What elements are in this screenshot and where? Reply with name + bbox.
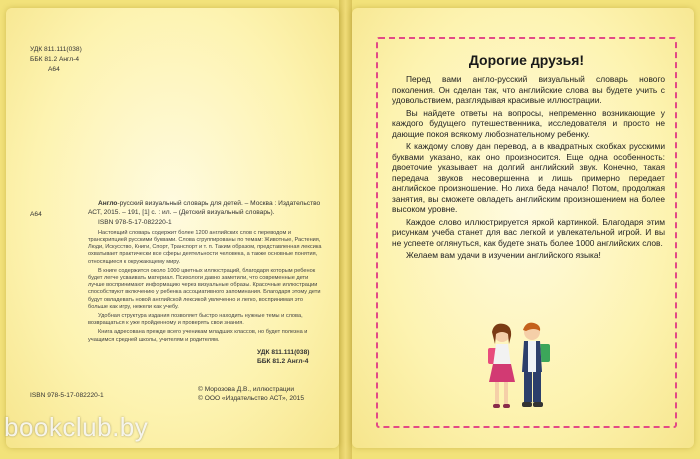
catalog-title-bold: Англо — [98, 200, 118, 207]
boy-figure — [522, 323, 550, 407]
letter-body — [392, 74, 665, 263]
copyright-illustrations: © Морозова Д.В., иллюстрации — [198, 386, 295, 393]
annotation-paragraph: Удобная структура издания позволяет быстро находить нужные темы и слова, возвращаться к уже пройденному и проверять свои знания. — [88, 313, 303, 327]
annotation-paragraph: Настоящий словарь содержит более 1200 английских слов с переводом и транскрипцией русскими буквами. Слова сгруппированы по темам: Животные, Растения, Люди, Искусство, Книги, Спорт, Транспорт и т. п. Таким образом, представленная лексика охватывает практически все сферы деятельности человека, а также основные понятия, относящиеся к окружающему миру. — [88, 229, 322, 265]
author-mark-catalog: А64 — [30, 211, 42, 218]
letter-paragraph: К каждому слову дан перевод, а в квадратных скобках русскими буквами указано, как оно произносится. Еще одна особенность: двоеточие указывает на долгий английский звук. Конечно, такая передача звуков несовершенна и лишь примерно передает английское произношение. Но лиха беда начало! Потом, продолжая занятия, вы сможете овладеть английским произношением на более высоком уровне. — [392, 141, 665, 214]
catalog-isbn: ISBN 978-5-17-082220-1 — [98, 219, 172, 227]
annotation-paragraph: В книге содержится около 1000 цветных иллюстраций, благодаря которым ребенок будет легче усваивать материал. Психологи давно заметили, что современные дети лучше воспринимают информацию через визуальные образы. Красочные иллюстрации способствуют включению у ребенка ассоциативного запоминания. Благодаря этому дети будут овладевать новой английской лексикой увлеченно и легко, воспринимая это больше как игру, нежели как учебу. — [88, 267, 321, 310]
girl-figure — [488, 324, 515, 408]
catalog-card — [88, 200, 323, 346]
letter-paragraph: Каждое слово иллюстрируется яркой картинкой. Благодаря этим рисункам учеба станет для вас легкой и увлекательной игрой. И вы не успеете оглянуться, как будете знать более 1000 английских слов. — [392, 216, 665, 248]
annotation-paragraph: Книга адресована прежде всего ученикам младших классов, но будет полезна и учащимся средней школы, учителям и родителям. — [88, 329, 308, 343]
letter-paragraph: Вы найдете ответы на вопросы, непременно возникающие у каждого будущего путешественника, исследователя и просто не дающие покоя всякому любознательному ребенку. — [392, 107, 665, 139]
letter-paragraph: Перед вами англо-русский визуальный словарь нового поколения. Он сделан так, что английские слова вы будете учить с удовольствием, разглядывая красивые иллюстрации. — [392, 74, 665, 105]
udk-code-top: УДК 811.111(038) — [30, 46, 82, 53]
catalog-title-rest: -русский визуальный словарь для детей. – Москва : Издательство АСТ, 2015. – 191, [1] с. : ил. – (Детский визуальный словарь). — [88, 200, 321, 216]
bbk-code-top: ББК 81.2 Англ-4 — [30, 56, 80, 63]
bbk-code-bottom: ББК 81.2 Англ-4 — [257, 358, 309, 365]
isbn-bottom: ISBN 978-5-17-082220-1 — [30, 392, 104, 399]
children-with-backpacks-illustration — [478, 320, 558, 420]
author-mark-top: А64 — [48, 66, 60, 73]
watermark-text: bookclub.by — [4, 412, 149, 442]
letter-paragraph: Желаем вам удачи в изучении английского языка! — [406, 250, 601, 260]
copyright-publisher: © ООО «Издательство АСТ», 2015 — [198, 395, 305, 402]
udk-code-bottom: УДК 811.111(038) — [257, 349, 310, 356]
book-spine — [339, 0, 352, 459]
page-heading: Дорогие друзья! — [468, 52, 585, 68]
